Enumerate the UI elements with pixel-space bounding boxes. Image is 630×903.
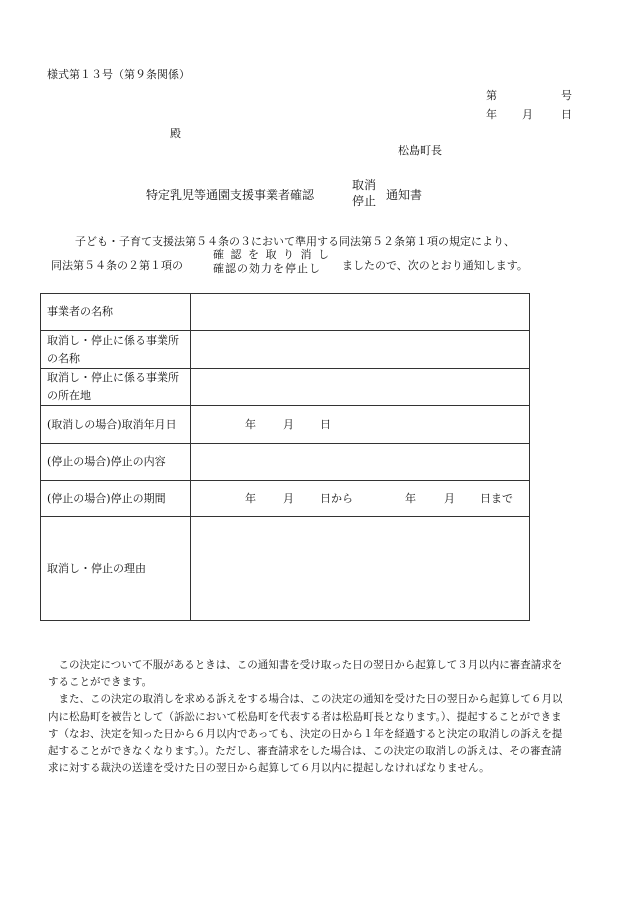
cancel-date-year: 年 — [245, 417, 256, 431]
row-value-reason[interactable] — [191, 517, 530, 621]
table-row — [41, 294, 530, 331]
body-line-2-prefix: 同法第５４条の２第１項の — [51, 259, 183, 272]
row-label-suspend-period: (停止の場合)停止の期間 — [41, 481, 191, 517]
appeal-notes — [48, 657, 563, 777]
row-label-facility-name: 取消し・停止に係る事業所の名称 — [41, 331, 191, 369]
body-option-suspend: 確認の効力を停止し — [213, 262, 321, 275]
row-value-suspend-period[interactable] — [191, 481, 530, 517]
row-label-cancel-date: (取消しの場合)取消年月日 — [41, 406, 191, 444]
body-line-1: 子ども・子育て支援法第５４条の３において準用する同法第５２条第１項の規定により、 — [75, 235, 515, 248]
cancel-date-month: 月 — [283, 417, 294, 431]
table-row — [41, 444, 530, 481]
period-start-month: 月 — [283, 491, 294, 505]
table-row — [41, 517, 530, 621]
period-start-year: 年 — [245, 491, 256, 505]
document-number-prefix: 第 — [486, 89, 497, 102]
issue-date-day: 日 — [561, 108, 572, 121]
row-value-facility-address[interactable] — [191, 369, 530, 406]
form-number: 様式第１３号（第９条関係） — [47, 68, 190, 81]
table-row — [41, 406, 530, 444]
title-option-suspend: 停止 — [352, 194, 377, 208]
row-label-operator-name: 事業者の名称 — [41, 294, 191, 331]
body-option-cancel: 確認を取り消し — [213, 248, 336, 261]
addressee: 殿 — [170, 127, 181, 140]
table-row — [41, 369, 530, 406]
row-value-suspend-content[interactable] — [191, 444, 530, 481]
period-end-day: 日まで — [480, 491, 513, 505]
table-row — [41, 331, 530, 369]
document-title-suffix: 通知書 — [386, 188, 423, 202]
row-label-reason: 取消し・停止の理由 — [41, 517, 191, 621]
cancel-date-day: 日 — [320, 417, 331, 431]
notice-table — [40, 293, 530, 621]
table-row — [41, 481, 530, 517]
document-title: 特定乳児等通園支援事業者確認 — [146, 188, 315, 202]
body-option-stack — [213, 248, 336, 276]
document-number-suffix: 号 — [561, 89, 572, 102]
issuer: 松島町長 — [398, 144, 442, 157]
issue-date-month: 月 — [522, 108, 533, 121]
issue-date-year: 年 — [486, 108, 497, 121]
period-end-month: 月 — [444, 491, 455, 505]
row-label-facility-address: 取消し・停止に係る事業所の所在地 — [41, 369, 191, 406]
row-value-operator-name[interactable] — [191, 294, 530, 331]
row-value-cancel-date[interactable] — [191, 406, 530, 444]
period-start-day: 日から — [320, 491, 353, 505]
title-option-cancel: 取消 — [352, 178, 377, 192]
period-end-year: 年 — [405, 491, 416, 505]
appeal-note-lawsuit: また、この決定の取消しを求める訴えをする場合は、この決定の通知を受けた日の翌日から起算して６月以内に松島町を被告として（訴訟において松島町を代表する者は松島町長となります。）、提起することができます（なお、決定を知った日から６月以内であっても、決定の日から１年を経過すると決定の取消しの訴えを提起することができなくなります。）。ただし、審査請求をした場合は、この決定の取消しの訴えは、その審査請求に対する裁決の送達を受けた日の翌日から起算して６月以内に提起しなければなりません。 — [48, 693, 563, 775]
body-line-2-suffix: ましたので、次のとおり通知します。 — [342, 259, 528, 272]
row-label-suspend-content: (停止の場合)停止の内容 — [41, 444, 191, 481]
appeal-note-review: この決定について不服があるときは、この通知書を受け取った日の翌日から起算して３月以内に審査請求をすることができます。 — [48, 659, 563, 689]
title-option-stack — [352, 177, 376, 209]
row-value-facility-name[interactable] — [191, 331, 530, 369]
